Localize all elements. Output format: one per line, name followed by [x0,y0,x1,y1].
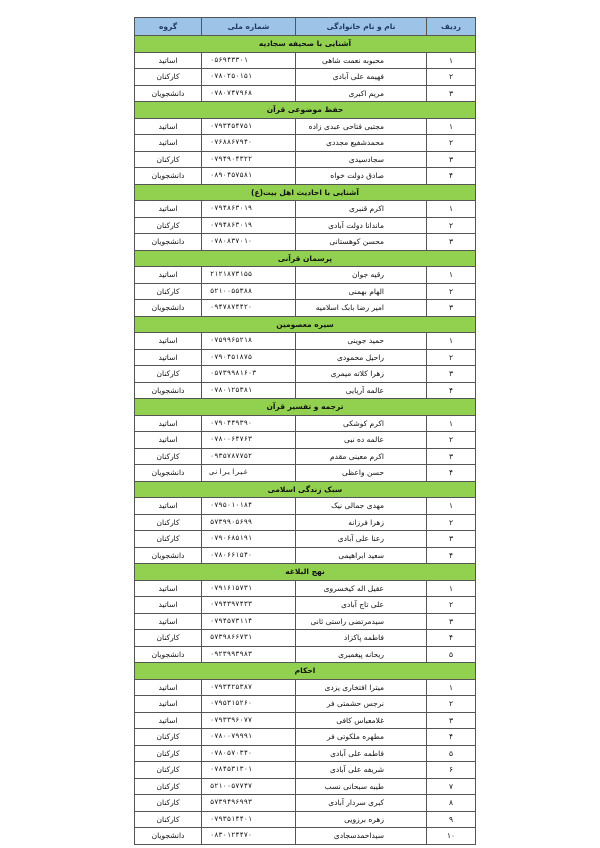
table-row [135,745,476,762]
row-name: محسن کوهستانی [296,234,427,251]
row-group: دانشجویان [135,85,202,102]
row-national-id: ۰۷۹۴۸۶۳۰۱۹ [202,201,296,218]
row-index: ۵ [427,646,476,663]
row-group: کارکنان [135,69,202,86]
row-name: محبوبه نعمت شاهی [296,52,427,69]
row-index: ۱ [427,679,476,696]
row-name: سیدمرتضی راستی ثانی [296,613,427,630]
row-index: ۴ [427,168,476,185]
row-national-id: ۰۷۹۴۹۰۴۳۲۲ [202,151,296,168]
section-header-row [135,250,476,267]
row-national-id: ۰۷۸۴۵۳۱۳۰۱ [202,762,296,779]
section-title: ترجمه و تفسیر قرآن [135,399,476,416]
row-name: عقیل اله کیخسروی [296,580,427,597]
row-index: ۱ [427,498,476,515]
row-national-id: ۰۷۹۱۶۱۵۷۳۱ [202,580,296,597]
row-index: ۲ [427,432,476,449]
row-index: ۳ [427,448,476,465]
row-group: کارکنان [135,217,202,234]
row-national-id: ۰۷۸۰۶۶۱۵۴۰ [202,547,296,564]
row-national-id: غیرایرانی [202,465,296,482]
table-row [135,712,476,729]
row-name: کبری سردار آبادی [296,795,427,812]
row-index: ۱ [427,415,476,432]
row-index: ۱ [427,580,476,597]
table-row [135,580,476,597]
row-national-id: ۵۷۳۹۹۰۵۶۹۹ [202,514,296,531]
row-name: فاطمه علی آبادی [296,745,427,762]
table-row [135,52,476,69]
table-row [135,778,476,795]
row-national-id: ۵۲۱۰۰۵۷۷۴۷ [202,778,296,795]
row-group: اساتید [135,349,202,366]
row-group: دانشجویان [135,465,202,482]
table-body [135,36,476,845]
row-name: زهرا کلاته میمری [296,366,427,383]
header-group: گروه [135,18,202,36]
section-header-row [135,102,476,119]
table-row [135,828,476,845]
row-national-id: ۰۷۹۵۳۱۵۲۶۰ [202,696,296,713]
row-index: ۸ [427,795,476,812]
row-national-id: ۵۷۳۹۸۶۶۷۳۱ [202,630,296,647]
section-title: سیره معصومین [135,316,476,333]
row-group: اساتید [135,135,202,152]
row-name: طیبه سبحانی نسب [296,778,427,795]
row-group: اساتید [135,613,202,630]
row-national-id: ۰۵۷۳۹۹۸۱۶۰۳ [202,366,296,383]
table-row [135,85,476,102]
row-index: ۲ [427,283,476,300]
row-group: اساتید [135,696,202,713]
table-row [135,795,476,812]
row-group: کارکنان [135,795,202,812]
row-index: ۱۰ [427,828,476,845]
row-group: دانشجویان [135,168,202,185]
table-row [135,135,476,152]
section-title: آشنایی با صحیفه سجادیه [135,36,476,53]
row-national-id: ۰۷۸۰۰۶۴۷۶۳ [202,432,296,449]
row-national-id: ۰۷۹۳۴۲۵۳۸۷ [202,679,296,696]
section-header-row [135,316,476,333]
row-group: اساتید [135,580,202,597]
section-title: احکام [135,663,476,680]
row-index: ۶ [427,762,476,779]
table-row [135,234,476,251]
table-row [135,333,476,350]
row-name: فهیمه علی آبادی [296,69,427,86]
table-row [135,415,476,432]
row-index: ۲ [427,597,476,614]
row-group: دانشجویان [135,547,202,564]
row-group: دانشجویان [135,646,202,663]
row-group: اساتید [135,267,202,284]
row-name: فاطمه پاکزاد [296,630,427,647]
row-group: کارکنان [135,762,202,779]
row-group: دانشجویان [135,234,202,251]
table-row [135,696,476,713]
row-name: امیر رضا بابک اسلامیه [296,300,427,317]
table-row [135,531,476,548]
row-name: عالمه ده نبی [296,432,427,449]
row-national-id: ۰۸۳۰۱۲۴۴۷۰ [202,828,296,845]
table-row [135,151,476,168]
row-national-id: ۰۷۹۵۰۱۰۱۸۴ [202,498,296,515]
row-national-id: ۰۷۹۳۵۱۴۴۰۱ [202,811,296,828]
row-national-id: ۰۵۶۹۴۳۳۰۱ [202,52,296,69]
row-index: ۵ [427,745,476,762]
row-name: رعنا علی آبادی [296,531,427,548]
row-group: اساتید [135,333,202,350]
section-title: نهج البلاغه [135,564,476,581]
row-group: کارکنان [135,531,202,548]
table-row [135,201,476,218]
row-index: ۲ [427,69,476,86]
section-title: آشنایی با احادیث اهل بیت(ع) [135,184,476,201]
row-name: اکرم کوشکی [296,415,427,432]
row-index: ۳ [427,613,476,630]
section-title: حفظ موضوعی قرآن [135,102,476,119]
row-name: حمید جوینی [296,333,427,350]
row-index: ۷ [427,778,476,795]
row-national-id: ۰۷۹۰۴۵۱۸۷۵ [202,349,296,366]
row-national-id: ۰۷۵۹۹۶۵۲۱۸ [202,333,296,350]
row-group: اساتید [135,432,202,449]
table-row [135,300,476,317]
row-name: زهرا فرزانه [296,514,427,531]
row-group: کارکنان [135,729,202,746]
table-row [135,679,476,696]
row-name: اکرم معینی مقدم [296,448,427,465]
row-index: ۲ [427,514,476,531]
row-index: ۱ [427,118,476,135]
row-name: علی تاج آبادی [296,597,427,614]
row-name: محمدشفیع مجددی [296,135,427,152]
row-group: کارکنان [135,630,202,647]
row-group: اساتید [135,201,202,218]
row-national-id: ۰۷۸۰۷۴۷۹۶۸ [202,85,296,102]
section-header-row [135,399,476,416]
row-national-id: ۰۷۸۰۰۷۹۹۹۱ [202,729,296,746]
row-name: نرجس حشمتی فر [296,696,427,713]
participants-sheet [134,17,475,845]
row-name: غلامعباس کافی [296,712,427,729]
section-title: سبک زندگی اسلامی [135,481,476,498]
row-name: اکرم قنبری [296,201,427,218]
table-row [135,465,476,482]
row-national-id: ۰۷۶۸۸۶۷۹۴۰ [202,135,296,152]
section-header-row [135,564,476,581]
row-index: ۴ [427,729,476,746]
header-index: ردیف [427,18,476,36]
row-index: ۲ [427,217,476,234]
row-name: سعید ابراهیمی [296,547,427,564]
row-name: مهدی جمالی نیک [296,498,427,515]
row-index: ۲ [427,349,476,366]
row-national-id: ۰۷۸۰۱۲۵۳۸۱ [202,382,296,399]
section-title: پرسمان قرآنی [135,250,476,267]
row-name: مریم اکبری [296,85,427,102]
table-row [135,217,476,234]
row-national-id: ۲۱۲۱۸۷۳۱۵۵ [202,267,296,284]
row-group: اساتید [135,52,202,69]
row-index: ۱ [427,333,476,350]
header-name: نام و نام خانوادگی [296,18,427,36]
table-row [135,729,476,746]
row-national-id: ۰۷۹۴۸۶۳۰۱۹ [202,217,296,234]
row-name: میترا افتخاری یزدی [296,679,427,696]
row-name: عالمه آریایی [296,382,427,399]
row-national-id: ۰۷۹۴۳۹۷۴۳۳ [202,597,296,614]
row-name: الهام بهمنی [296,283,427,300]
table-row [135,448,476,465]
row-index: ۳ [427,151,476,168]
row-group: اساتید [135,679,202,696]
row-group: اساتید [135,118,202,135]
table-row [135,118,476,135]
row-index: ۲ [427,135,476,152]
row-name: شریفه علی آبادی [296,762,427,779]
row-index: ۴ [427,547,476,564]
row-name: زهره برزویی [296,811,427,828]
table-row [135,646,476,663]
row-index: ۳ [427,85,476,102]
row-national-id: ۰۷۹۴۵۷۳۱۱۴ [202,613,296,630]
row-name: حسن واعظی [296,465,427,482]
row-group: اساتید [135,712,202,729]
table-row [135,498,476,515]
row-group: دانشجویان [135,300,202,317]
row-national-id: ۵۲۱۰۰۵۵۳۸۸ [202,283,296,300]
header-row [135,18,476,36]
participants-table [134,17,476,845]
row-national-id: ۰۷۸۰۵۷۰۳۴۰ [202,745,296,762]
row-name: سیداحمدسجادی [296,828,427,845]
row-index: ۹ [427,811,476,828]
section-header-row [135,481,476,498]
row-group: اساتید [135,597,202,614]
table-row [135,283,476,300]
row-group: اساتید [135,498,202,515]
row-name: ریحانه پیغمبری [296,646,427,663]
row-national-id: ۰۹۲۳۹۹۳۹۸۳ [202,646,296,663]
table-row [135,432,476,449]
row-national-id: ۰۷۹۰۶۸۵۱۹۱ [202,531,296,548]
table-row [135,382,476,399]
row-index: ۴ [427,465,476,482]
row-group: کارکنان [135,778,202,795]
table-row [135,762,476,779]
row-national-id: ۰۷۸۰۸۳۷۰۱۰ [202,234,296,251]
row-national-id: ۰۷۸۰۲۵۰۱۵۱ [202,69,296,86]
section-header-row [135,663,476,680]
row-national-id: ۰۷۹۳۳۹۶۰۷۷ [202,712,296,729]
row-national-id: ۰۸۹۰۴۵۷۵۸۱ [202,168,296,185]
row-name: ماندانا دولت آبادی [296,217,427,234]
table-row [135,547,476,564]
table-row [135,630,476,647]
row-index: ۳ [427,366,476,383]
row-group: کارکنان [135,366,202,383]
row-national-id: ۰۹۳۵۷۸۷۷۵۲ [202,448,296,465]
row-index: ۱ [427,52,476,69]
row-index: ۳ [427,300,476,317]
row-name: مجتبی فتاحی عبدی زاده [296,118,427,135]
row-national-id: ۰۷۹۰۴۴۹۳۹۰ [202,415,296,432]
row-index: ۱ [427,267,476,284]
row-group: کارکنان [135,811,202,828]
table-row [135,597,476,614]
section-header-row [135,184,476,201]
table-row [135,349,476,366]
row-group: دانشجویان [135,828,202,845]
row-name: رقیه جوان [296,267,427,284]
table-row [135,811,476,828]
section-header-row [135,36,476,53]
row-national-id: ۰۹۴۷۸۷۴۴۲۰ [202,300,296,317]
table-row [135,69,476,86]
header-national-id: شماره ملی [202,18,296,36]
row-group: کارکنان [135,514,202,531]
row-index: ۲ [427,696,476,713]
table-row [135,613,476,630]
row-index: ۳ [427,712,476,729]
row-index: ۴ [427,630,476,647]
row-group: اساتید [135,415,202,432]
table-row [135,168,476,185]
row-group: کارکنان [135,283,202,300]
row-name: مطهره ملکوتی فر [296,729,427,746]
row-index: ۳ [427,531,476,548]
row-group: کارکنان [135,151,202,168]
row-index: ۱ [427,201,476,218]
row-index: ۴ [427,382,476,399]
row-group: دانشجویان [135,382,202,399]
table-row [135,267,476,284]
table-row [135,366,476,383]
row-group: کارکنان [135,448,202,465]
table-row [135,514,476,531]
row-name: سجادسیدی [296,151,427,168]
row-name: صادق دولت خواه [296,168,427,185]
row-name: راحیل محمودی [296,349,427,366]
row-index: ۳ [427,234,476,251]
row-national-id: ۰۷۹۳۴۵۴۷۵۱ [202,118,296,135]
row-group: کارکنان [135,745,202,762]
row-national-id: ۵۷۳۹۴۹۶۹۹۳ [202,795,296,812]
